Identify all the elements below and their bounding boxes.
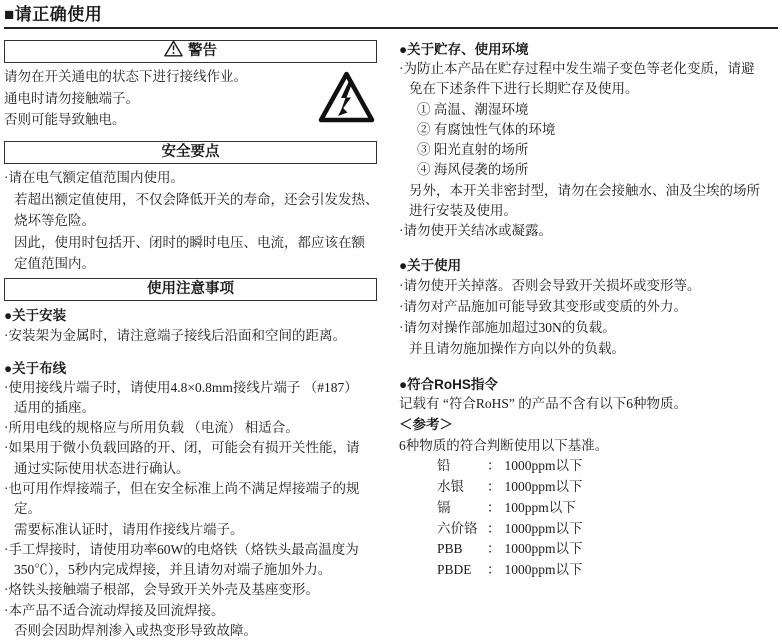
rohs-substance-row [437, 477, 776, 498]
text-line: ·请勿使开关掉落。否则会导致开关损坏或变形等。 [399, 277, 701, 293]
text-line: ·也可用作焊接端子，但在安全标准上尚不满足焊接端子的规 [4, 480, 360, 496]
text-line: 免在下述条件下进行长期贮存及使用。 [409, 81, 639, 97]
substance-name: 铅 [437, 458, 451, 474]
warning-title: 警告 [188, 43, 217, 59]
text-line: 通过实际使用状态进行确认。 [14, 460, 190, 476]
text-line: ·手工焊接时，请使用功率60W的电烙铁（烙铁头最高温度为 [4, 541, 359, 557]
substance-name: 六价铬 [437, 520, 478, 536]
substance-colon: ： [487, 520, 501, 536]
section-heading: ●关于使用 [399, 257, 462, 273]
section-rohs-compliance [399, 375, 776, 581]
substance-limit: 100ppm以下 [504, 499, 576, 515]
warning-header-box [4, 40, 377, 63]
section-heading: ●符合RoHS指令 [399, 376, 498, 392]
text-line: 350℃），5秒内完成焊接，并且请勿对端子施加外力。 [14, 562, 332, 578]
substance-colon: ： [487, 458, 501, 474]
rohs-basis-line: 6种物质的符合判断使用以下基准。 [399, 438, 609, 454]
substance-colon: ： [487, 562, 501, 578]
rohs-substance-list [399, 456, 776, 581]
text-line: ·请在电气额定值范围内使用。 [4, 170, 184, 185]
section-installation [4, 306, 377, 346]
rohs-substance-row [437, 560, 776, 581]
section-heading: ●关于贮存、使用环境 [399, 42, 529, 57]
safety-points-header-box: 安全要点 [4, 141, 377, 164]
substance-limit: 1000ppm以下 [504, 541, 583, 557]
text-line: ·使用接线片端子时，请使用4.8×0.8mm接线片端子 （#187） [4, 379, 358, 395]
text-line: ·请勿对产品施加可能导致其变形或变质的外力。 [399, 298, 687, 314]
warning-body [4, 66, 377, 132]
substance-name: 镉 [437, 499, 451, 515]
substance-limit: 1000ppm以下 [504, 458, 583, 474]
text-line: 因此，使用时包括开、闭时的瞬时电压、电流，都应该在额 [14, 234, 365, 250]
text-line: 定值范围内。 [14, 256, 95, 271]
high-voltage-icon [318, 70, 375, 128]
substance-name: PBDE [437, 562, 472, 578]
warning-triangle-icon [164, 40, 183, 64]
text-line: ③ 阳光直射的场所 [417, 142, 529, 158]
text-line: ·为防止本产品在贮存过程中发生端子变色等老化变质，请避 [399, 61, 755, 76]
usage-precautions-header-box: 使用注意事项 [4, 278, 377, 301]
text-line: ·所用电线的规格应与所用负载 （电流） 相适合。 [4, 420, 299, 436]
right-column [399, 40, 776, 641]
text-line: ·安装架为金属时，请注意端子接线后沿面和空间的距离。 [4, 327, 346, 343]
substance-colon: ： [487, 541, 501, 557]
text-line: 若超出额定值使用，不仅会降低开关的寿命，还会引发发热、 [14, 191, 379, 207]
text-line: 适用的插座。 [14, 399, 95, 415]
page-title: ■请正确使用 [4, 5, 103, 24]
rohs-intro: 记载有 “符合RoHS” 的产品不含有以下6种物质。 [399, 395, 687, 411]
text-line: ·请勿使开关结冰或凝露。 [399, 223, 552, 239]
section-usage [399, 256, 776, 359]
text-line: 定。 [14, 501, 41, 517]
text-line: 否则可能导致触电。 [4, 112, 126, 127]
text-line: 通电时请勿接触端子。 [4, 90, 139, 106]
section-storage-environment [399, 40, 776, 242]
title-divider [4, 27, 778, 29]
text-line: 烧坏等危险。 [14, 213, 95, 228]
section-heading: ●关于布线 [4, 360, 67, 376]
rohs-reference-label: ＜参考＞ [399, 417, 453, 433]
rohs-substance-row [437, 498, 776, 519]
substance-colon: ： [487, 478, 501, 494]
text-line: 并且请勿施加操作方向以外的负载。 [409, 340, 625, 356]
two-column-layout [4, 40, 778, 641]
rohs-substance-row [437, 519, 776, 540]
rohs-substance-row [437, 456, 776, 477]
section-heading: ●关于安装 [4, 307, 67, 323]
substance-colon: ： [487, 499, 501, 515]
safety-points-body [4, 167, 377, 275]
text-line: 请勿在开关通电的状态下进行接线作业。 [4, 69, 247, 84]
substance-limit: 1000ppm以下 [504, 562, 583, 578]
rohs-substance-row [437, 539, 776, 560]
substance-limit: 1000ppm以下 [504, 520, 583, 536]
substance-limit: 1000ppm以下 [504, 478, 583, 494]
substance-name: 水银 [437, 478, 464, 494]
text-line: ② 有腐蚀性气体的环境 [417, 121, 556, 137]
text-line: ·本产品不适合流动焊接及回流焊接。 [4, 602, 225, 618]
text-line: ·如果用于微小负载回路的开、闭，可能会有损开关性能，请 [4, 440, 360, 456]
text-line: ·请勿对操作部施加超过30N的负载。 [399, 319, 616, 335]
text-line: 进行安装及使用。 [409, 203, 517, 219]
left-column [4, 40, 377, 641]
substance-name: PBB [437, 541, 463, 557]
text-line: 否则会因助焊剂渗入或热变形导致故障。 [14, 623, 257, 639]
text-line: 需要标准认证时，请用作接线片端子。 [14, 521, 244, 537]
text-line: ① 高温、潮湿环境 [417, 101, 529, 117]
text-line: ·烙铁头接触端子根部，会导致开关外壳及基座变形。 [4, 582, 319, 598]
text-line: 另外，本开关非密封型，请勿在会接触水、油及尘埃的场所 [409, 182, 760, 198]
section-wiring [4, 359, 377, 642]
text-line: ④ 海风侵袭的场所 [417, 162, 529, 178]
